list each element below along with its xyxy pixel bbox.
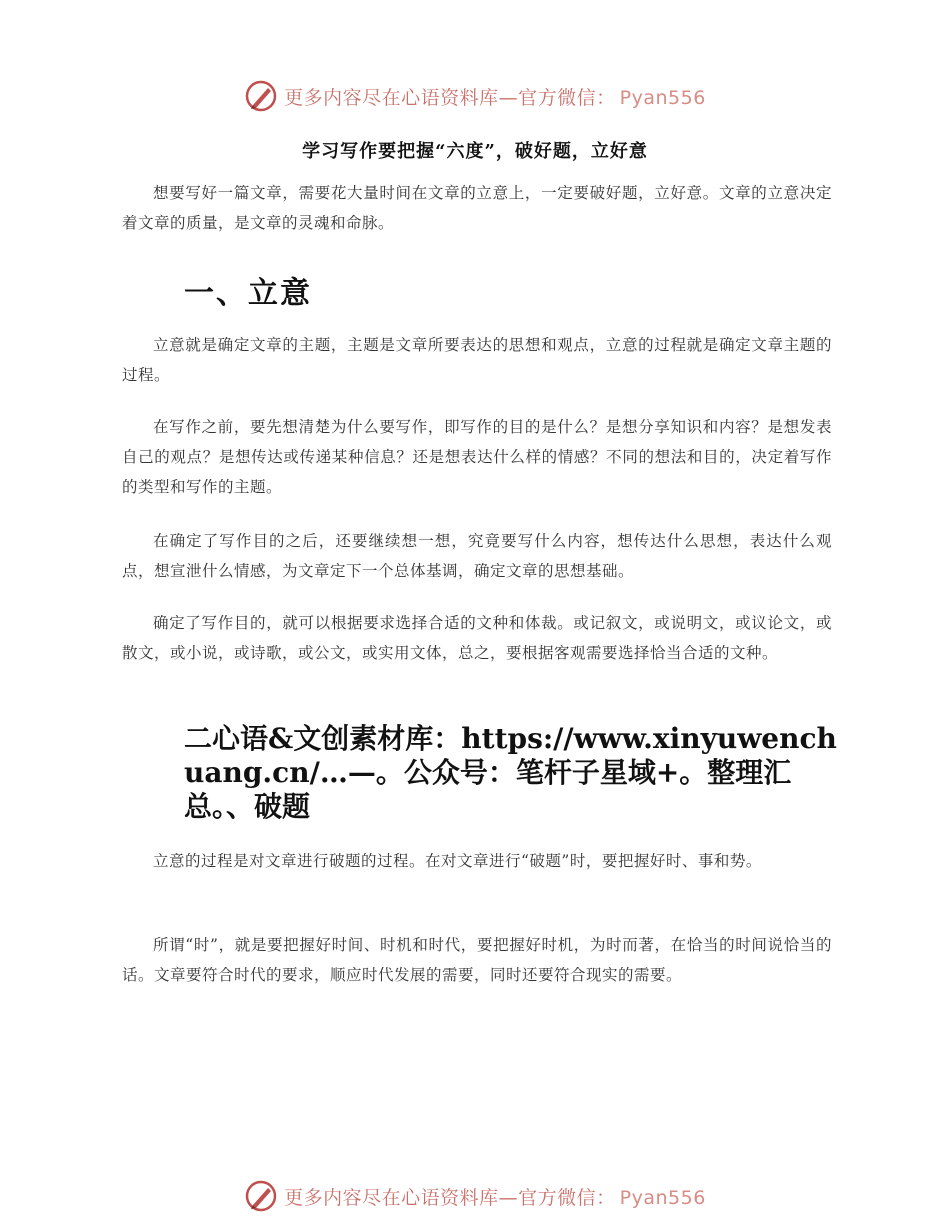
paragraph-5: 立意的过程是对文章进行破题的过程。在对文章进行“破题”时，要把握好时、事和势。: [153, 852, 762, 870]
paragraph-intro: 想要写好一篇文章，需要花大量时间在文章的立意上，一定要破好题，立好意。文章的立意决定着文章的质量，是文章的灵魂和命脉。: [122, 184, 832, 232]
paragraph-3: 在确定了写作目的之后，还要继续想一想，究竟要写什么内容，想传达什么思想，表达什么观点，想宣泄什么情感，为文章定下一个总体基调，确定文章的思想基础。: [122, 532, 832, 580]
banner-text: 更多内容尽在心语资料库—官方微信： Pyan556: [284, 1186, 706, 1209]
pen-logo-icon: [244, 79, 278, 113]
banner-wechat-id: Pyan556: [619, 86, 706, 109]
banner-text: 更多内容尽在心语资料库—官方微信： Pyan556: [284, 86, 706, 109]
paragraph-4: 确定了写作目的，就可以根据要求选择合适的文种和体裁。或记叙文，或说明文，或议论文，或散文，或小说，或诗歌，或公文，或实用文体，总之，要根据客观需要选择恰当合适的文种。: [122, 614, 832, 662]
section-heading-2: 二心语&文创素材库：https://www.xinyuwenchuang.cn/…—。公众号：笔杆子星域+。整理汇总。、破题: [184, 722, 837, 823]
footer-banner: [0, 1176, 950, 1216]
pen-logo-icon: [244, 1179, 278, 1213]
paragraph-6: 所谓“时”，就是要把握好时间、时机和时代，要把握好时机，为时而著，在恰当的时间说恰当的话。文章要符合时代的要求，顺应时代发展的需要，同时还要符合现实的需要。: [122, 936, 832, 984]
section-heading-1: 一、立意: [184, 276, 312, 311]
banner-wechat-id: Pyan556: [619, 1186, 706, 1209]
header-banner: [0, 76, 950, 116]
paragraph-1: 立意就是确定文章的主题，主题是文章所要表达的思想和观点，立意的过程就是确定文章主题的过程。: [122, 336, 832, 384]
paragraph-2: 在写作之前，要先想清楚为什么要写作，即写作的目的是什么？是想分享知识和内容？是想发表自己的观点？是想传达或传递某种信息？还是想表达什么样的情感？不同的想法和目的，决定着写作的类型和写作的主题。: [122, 418, 832, 496]
document-title: 学习写作要把握“六度”，破好题，立好意: [302, 141, 648, 162]
